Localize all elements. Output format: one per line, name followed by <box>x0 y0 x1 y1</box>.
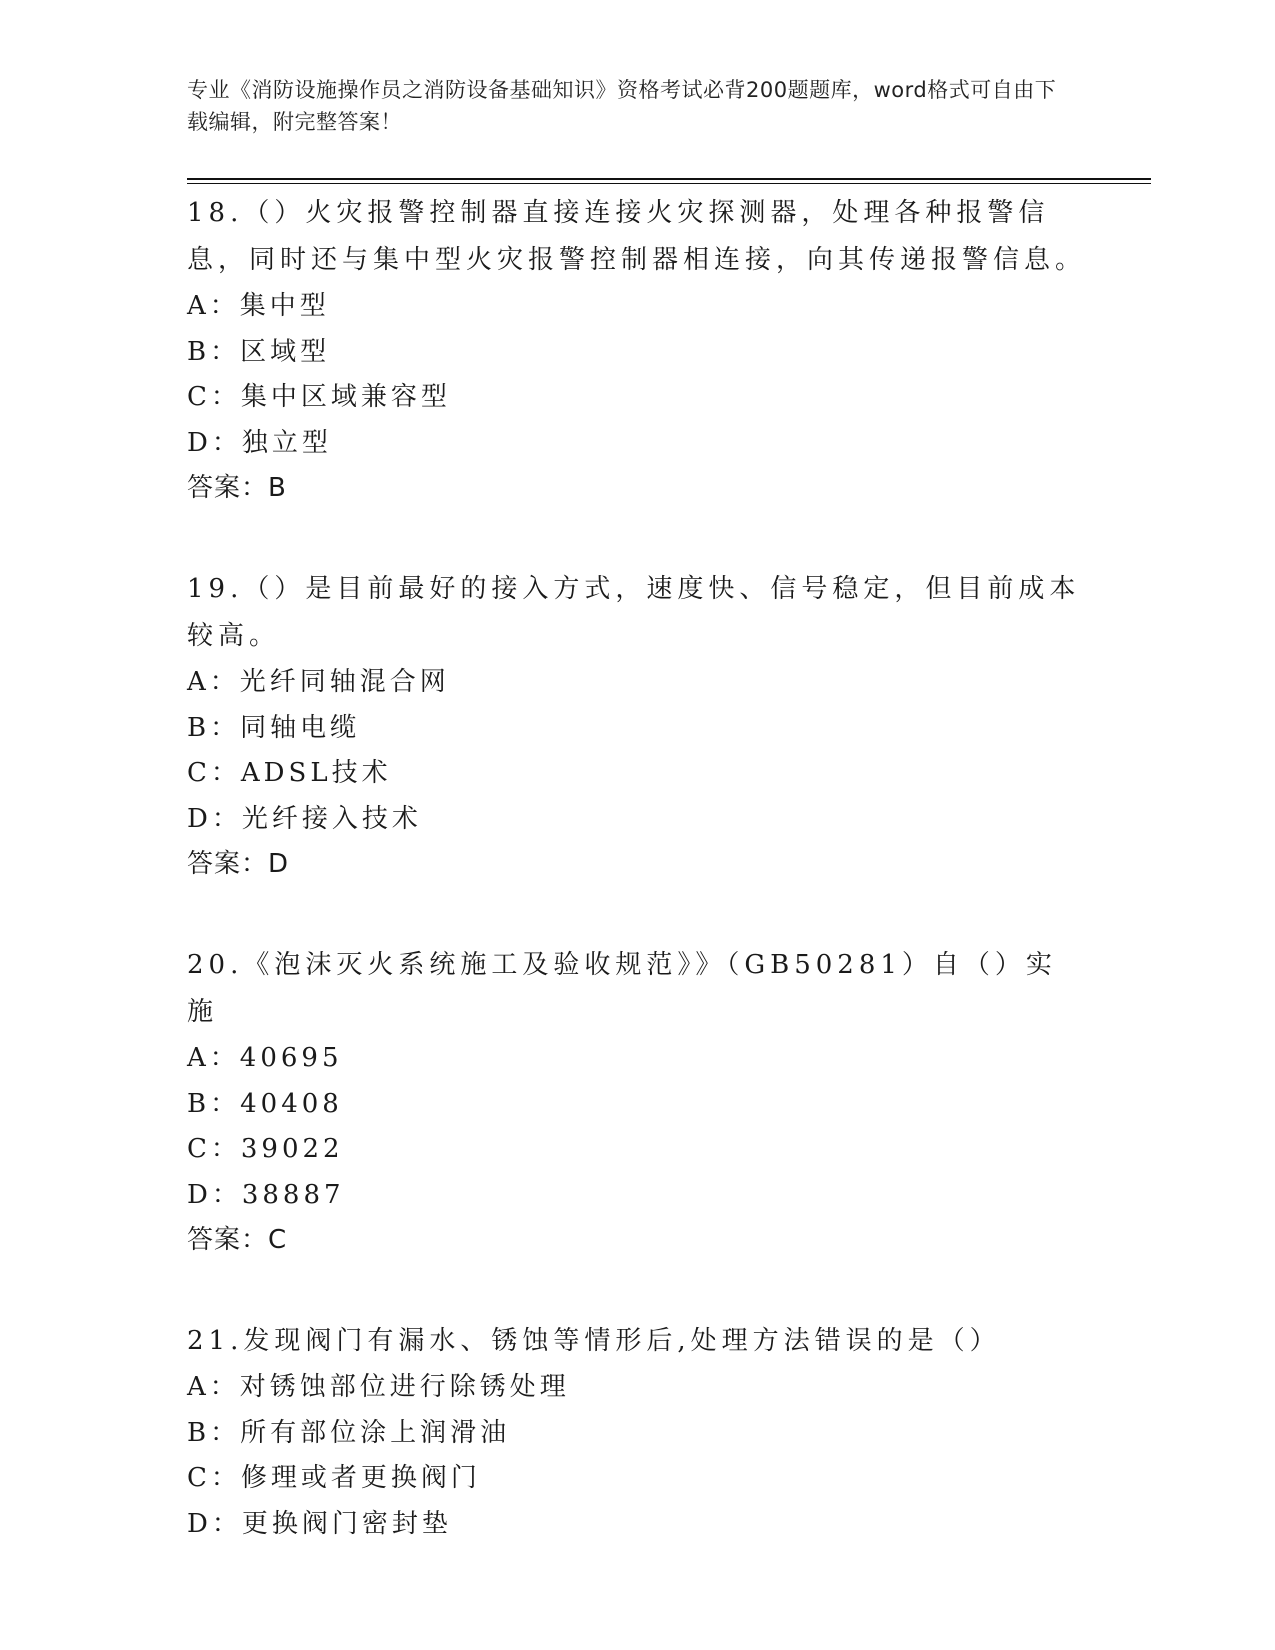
option-d: D：独立型 <box>187 427 332 458</box>
question-stem: 21.发现阀门有漏水、锈蚀等情形后,处理方法错误的是（） <box>187 1326 1001 1356</box>
option-b: B：40408 <box>187 1088 343 1119</box>
option-c: C：39022 <box>187 1134 344 1164</box>
question-stem: 20.《泡沫灭火系统施工及验收规范》》（GB50281）自（）实施 <box>187 950 1057 1027</box>
option-d: D：38887 <box>187 1179 345 1210</box>
question-list <box>187 190 1087 1547</box>
option-c: C：集中区域兼容型 <box>187 382 451 412</box>
question-20 <box>187 942 1087 1262</box>
option-d: D：光纤接入技术 <box>187 803 422 834</box>
option-b: B：所有部位涂上润滑油 <box>187 1417 511 1448</box>
question-18 <box>187 190 1087 510</box>
header-rule-thin <box>187 183 1151 184</box>
option-b: B：区域型 <box>187 336 331 367</box>
question-21 <box>187 1318 1087 1547</box>
option-c: C：ADSL技术 <box>187 758 392 788</box>
option-a: A：40695 <box>187 1043 343 1073</box>
answer-line: 答案：B <box>187 473 287 503</box>
answer-line: 答案：C <box>187 1225 288 1255</box>
option-a: A：对锈蚀部位进行除锈处理 <box>187 1372 570 1402</box>
answer-line: 答案：D <box>187 849 290 879</box>
option-a: A：光纤同轴混合网 <box>187 667 450 697</box>
option-c: C：修理或者更换阀门 <box>187 1463 481 1493</box>
option-a: A：集中型 <box>187 291 330 321</box>
question-stem: 19.（）是目前最好的接入方式，速度快、信号稳定，但目前成本较高。 <box>187 574 1081 651</box>
question-stem: 18.（）火灾报警控制器直接连接火灾探测器，处理各种报警信息，同时还与集中型火灾报警控制器相连接，向其传递报警信息。 <box>187 198 1087 275</box>
question-19 <box>187 566 1087 886</box>
header-rule-thick <box>187 178 1151 180</box>
option-d: D：更换阀门密封垫 <box>187 1508 452 1539</box>
document-header: 专业《消防设施操作员之消防设备基础知识》资格考试必背200题题库，word格式可自由下载编辑，附完整答案！ <box>187 78 1057 134</box>
option-b: B：同轴电缆 <box>187 712 361 743</box>
